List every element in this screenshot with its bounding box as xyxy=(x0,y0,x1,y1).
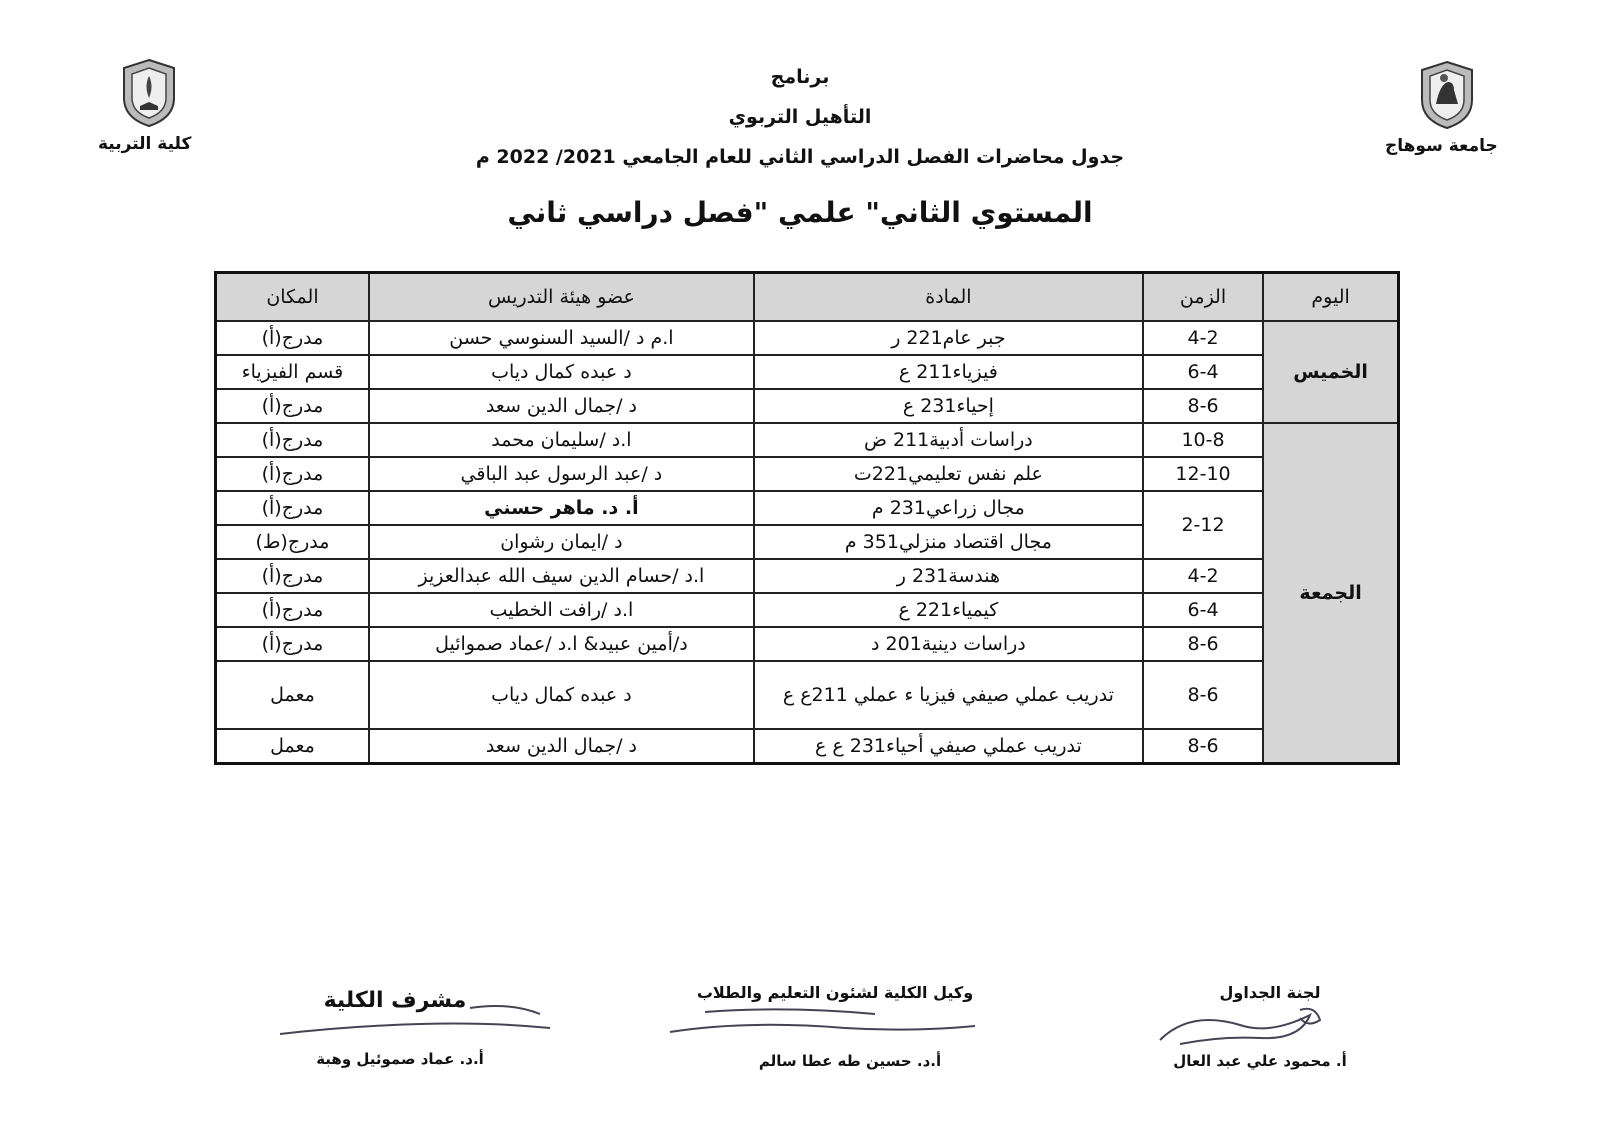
subject-cell: جبر عام221 ر xyxy=(754,321,1143,355)
header-program-name: التأهيل التربوي xyxy=(728,106,872,128)
place-cell: مدرج(أ) xyxy=(216,559,369,593)
instructor-cell: د/أمين عبيد& ا.د /عماد صموائيل xyxy=(369,627,754,661)
subject-cell: دراسات دينية201 د xyxy=(754,627,1143,661)
signature-vice-dean-title: وكيل الكلية لشئون التعليم والطلاب xyxy=(696,983,974,1002)
subject-cell: كيمياء221 ع xyxy=(754,593,1143,627)
left-logo-label: كلية التربية xyxy=(98,134,192,154)
header-level-title: المستوي الثاني" علمي "فصل دراسي ثاني xyxy=(507,196,1093,229)
place-cell: معمل xyxy=(216,661,369,729)
day-friday: الجمعة xyxy=(1263,423,1398,764)
time-cell: 12-10 xyxy=(1143,457,1263,491)
instructor-cell: د /ايمان رشوان xyxy=(369,525,754,559)
subject-cell: دراسات أدبية211 ض xyxy=(754,423,1143,457)
place-cell: قسم الفيزياء xyxy=(216,355,369,389)
table-row xyxy=(216,491,1399,525)
subject-cell: علم نفس تعليمي221ت xyxy=(754,457,1143,491)
subject-cell: إحياء231 ع xyxy=(754,389,1143,423)
instructor-cell: ا.د /رافت الخطيب xyxy=(369,593,754,627)
place-cell: مدرج(أ) xyxy=(216,457,369,491)
signature-vice-dean-name: أ.د. حسين طه عطا سالم xyxy=(758,1052,942,1070)
col-header-place: المكان xyxy=(216,273,369,322)
place-cell: معمل xyxy=(216,729,369,764)
table-row xyxy=(216,729,1399,764)
signature-committee-name: أ. محمود علي عبد العال xyxy=(1173,1052,1347,1070)
instructor-cell: د /عبد الرسول عبد الباقي xyxy=(369,457,754,491)
time-cell: 8-6 xyxy=(1143,661,1263,729)
committee-signature-scribble xyxy=(1150,1000,1350,1050)
subject-cell: تدريب عملي صيفي أحياء231 ع ع xyxy=(754,729,1143,764)
table-row xyxy=(216,457,1399,491)
place-cell: مدرج(أ) xyxy=(216,491,369,525)
col-header-day: اليوم xyxy=(1263,273,1398,322)
place-cell: مدرج(أ) xyxy=(216,593,369,627)
subject-cell: تدريب عملي صيفي فيزيا ء عملي 211ع ع xyxy=(754,661,1143,729)
subject-cell: مجال اقتصاد منزلي351 م xyxy=(754,525,1143,559)
time-cell: 6-4 xyxy=(1143,355,1263,389)
instructor-cell: د /جمال الدين سعد xyxy=(369,389,754,423)
time-cell: 8-6 xyxy=(1143,389,1263,423)
time-cell: 4-2 xyxy=(1143,321,1263,355)
header-schedule-title: جدول محاضرات الفصل الدراسي الثاني للعام الجامعي 2021/ 2022 م xyxy=(475,146,1125,168)
instructor-cell: ا.م د /السيد السنوسي حسن xyxy=(369,321,754,355)
header-program: برنامج xyxy=(770,66,830,88)
schedule-table xyxy=(214,271,1400,765)
subject-cell: فيزياء211 ع xyxy=(754,355,1143,389)
day-thursday: الخميس xyxy=(1263,321,1398,423)
table-row xyxy=(216,627,1399,661)
place-cell: مدرج(أ) xyxy=(216,389,369,423)
col-header-instructor: عضو هيئة التدريس xyxy=(369,273,754,322)
table-row xyxy=(216,321,1399,355)
instructor-cell: أ. د. ماهر حسني xyxy=(369,491,754,525)
col-header-subject: المادة xyxy=(754,273,1143,322)
time-cell: 4-2 xyxy=(1143,559,1263,593)
table-row xyxy=(216,559,1399,593)
signature-supervisor-name: أ.د. عماد صموئيل وهبة xyxy=(316,1050,484,1068)
time-cell: 8-6 xyxy=(1143,627,1263,661)
vice-dean-signature-scribble xyxy=(665,1000,985,1050)
place-cell: مدرج(أ) xyxy=(216,423,369,457)
table-row xyxy=(216,423,1399,457)
subject-cell: مجال زراعي231 م xyxy=(754,491,1143,525)
time-cell: 10-8 xyxy=(1143,423,1263,457)
place-cell: مدرج(أ) xyxy=(216,321,369,355)
right-logo-label: جامعة سوهاج xyxy=(1385,136,1498,156)
instructor-cell: د عبده كمال دياب xyxy=(369,355,754,389)
time-cell: 6-4 xyxy=(1143,593,1263,627)
supervisor-signature-scribble xyxy=(270,1000,560,1050)
col-header-time: الزمن xyxy=(1143,273,1263,322)
instructor-cell: د /جمال الدين سعد xyxy=(369,729,754,764)
time-cell: 8-6 xyxy=(1143,729,1263,764)
subject-cell: هندسة231 ر xyxy=(754,559,1143,593)
table-row xyxy=(216,661,1399,729)
table-header-row xyxy=(216,273,1399,322)
time-cell: 2-12 xyxy=(1143,491,1263,559)
place-cell: مدرج(ط) xyxy=(216,525,369,559)
instructor-cell: ا.د /سليمان محمد xyxy=(369,423,754,457)
place-cell: مدرج(أ) xyxy=(216,627,369,661)
table-row xyxy=(216,355,1399,389)
instructor-cell: ا.د /حسام الدين سيف الله عبدالعزيز xyxy=(369,559,754,593)
table-row xyxy=(216,593,1399,627)
table-row xyxy=(216,389,1399,423)
instructor-cell: د عبده كمال دياب xyxy=(369,661,754,729)
signature-supervisor-title: مشرف الكلية xyxy=(323,988,467,1013)
signature-committee-title: لجنة الجداول xyxy=(1219,983,1321,1002)
